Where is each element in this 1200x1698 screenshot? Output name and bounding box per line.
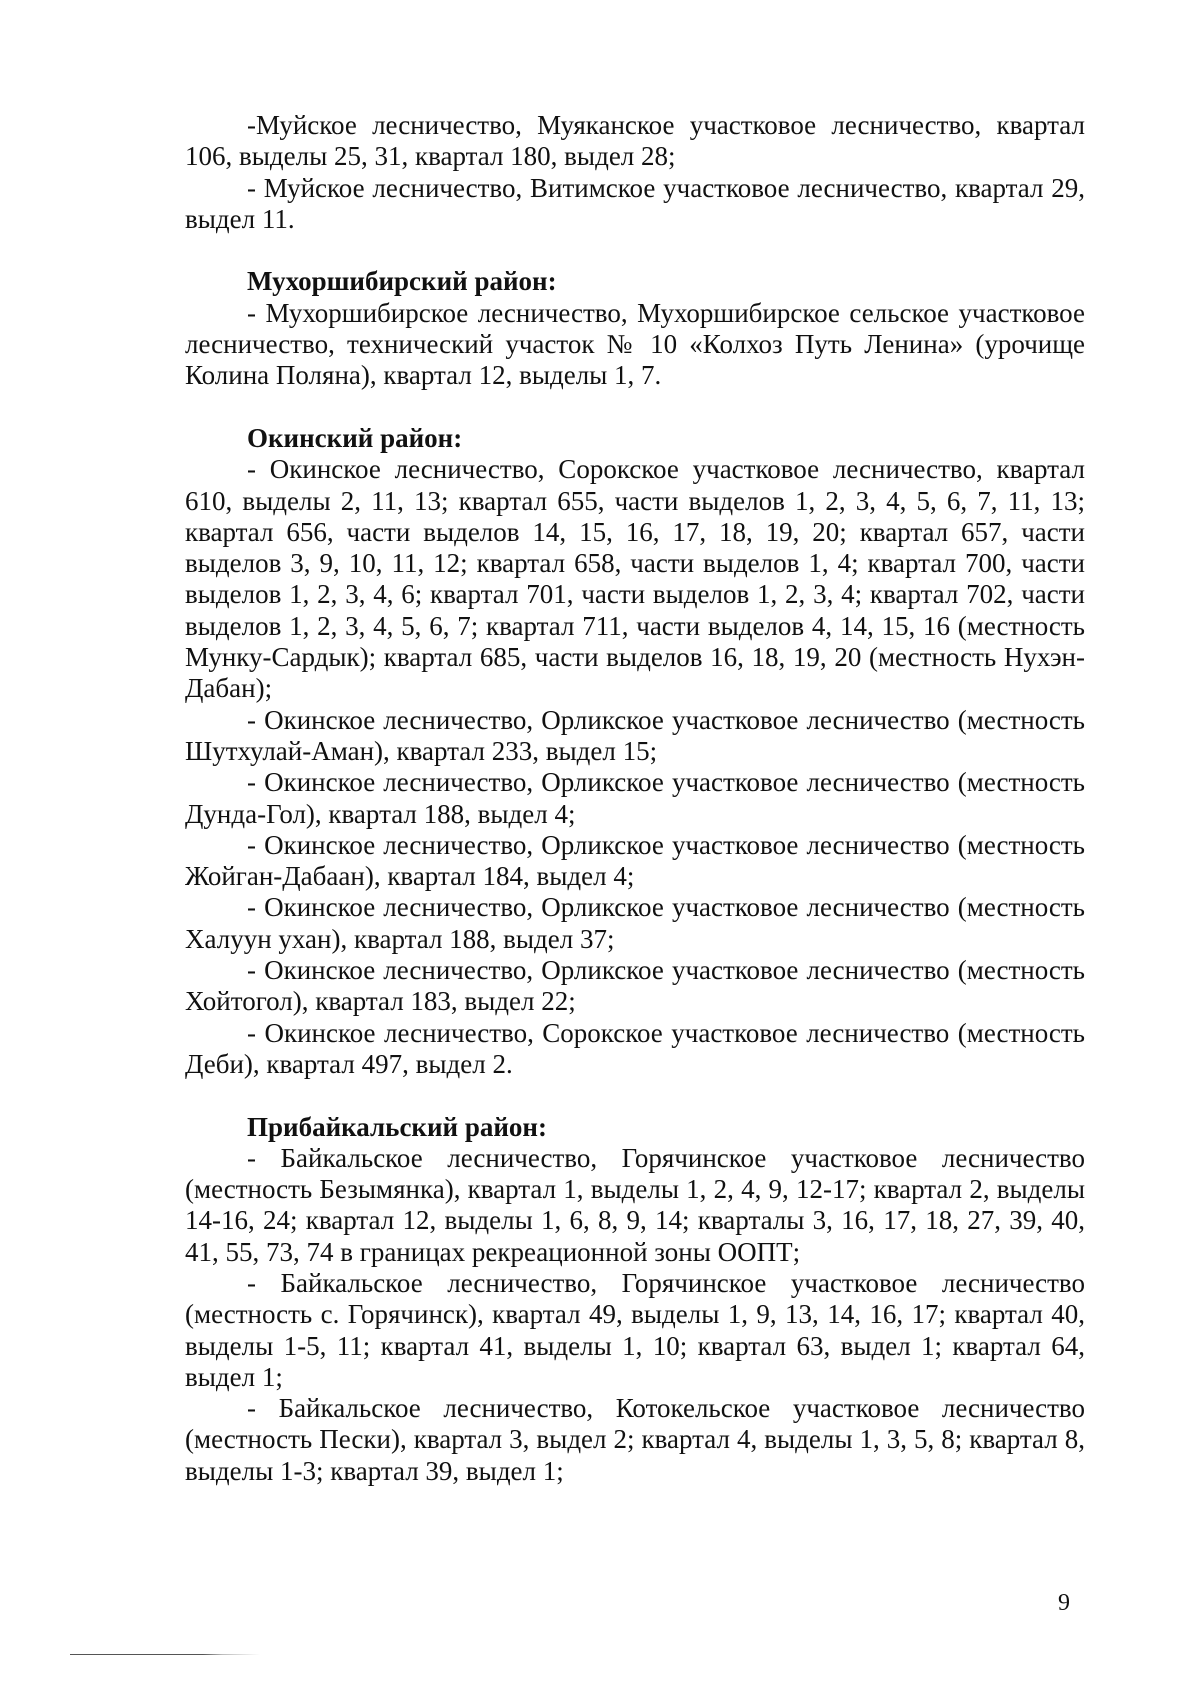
paragraph-oka-7: - Окинское лесничество, Сорокское участковое лесничество (местность Деби), квартал 497, выдел 2. xyxy=(185,1017,1085,1079)
document-page xyxy=(185,110,1085,1487)
paragraph-oka-1: - Окинское лесничество, Сорокское участковое лесничество, квартал 610, выделы 2, 11, 13; квартал 655, части выделов 1, 2, 3, 4, 5, 6, 7, 11, 13; квартал 656, части выделов 14, 15, 16, 17, 18, 19, 20; квартал 657, части выделов 3, 9, 10, 11, 12; квартал 658, части выделов 1, 4; квартал 700, части выделов 1, 2, 3, 4, 6; квартал 701, части выделов 1, 2, 3, 4; квартал 702, части выделов 1, 2, 3, 4, 5, 6, 7; квартал 711, части выделов 4, 14, 15, 16 (местность Мунку-Сардык); квартал 685, части выделов 16, 18, 19, 20 (местность Нухэн-Дабан); xyxy=(185,454,1085,704)
scan-footer-line xyxy=(70,1654,260,1655)
paragraph-oka-5: - Окинское лесничество, Орликское участковое лесничество (местность Халуун ухан), квартал 188, выдел 37; xyxy=(185,892,1085,954)
paragraph-mukhorshibir-1: - Мухоршибирское лесничество, Мухоршибирское сельское участковое лесничество, технический участок № 10 «Колхоз Путь Ленина» (урочище Колина Поляна), квартал 12, выделы 1, 7. xyxy=(185,297,1085,391)
paragraph-pribaikal-1: - Байкальское лесничество, Горячинское участковое лесничество (местность Безымянка), квартал 1, выделы 1, 2, 4, 9, 12-17; квартал 2, выделы 14-16, 24; квартал 12, выделы 1, 6, 8, 9, 14; кварталы 3, 16, 17, 18, 27, 39, 40, 41, 55, 73, 74 в границах рекреационной зоны ООПТ; xyxy=(185,1142,1085,1267)
section-gap xyxy=(185,235,1085,266)
section-heading-oka: Окинский район: xyxy=(247,422,463,453)
paragraph-oka-3: - Окинское лесничество, Орликское участковое лесничество (местность Дунда-Гол), квартал 188, выдел 4; xyxy=(185,767,1085,829)
paragraph-oka-2: - Окинское лесничество, Орликское участковое лесничество (местность Шутхулай-Аман), квартал 233, выдел 15; xyxy=(185,704,1085,766)
paragraph-pribaikal-3: - Байкальское лесничество, Котокельское участковое лесничество (местность Пески), квартал 3, выдел 2; квартал 4, выделы 1, 3, 5, 8; квартал 8, выделы 1-3; квартал 39, выдел 1; xyxy=(185,1393,1085,1486)
paragraph-muya-1: -Муйское лесничество, Муяканское участковое лесничество, квартал 106, выделы 25, 31, квартал 180, выдел 28; xyxy=(185,110,1085,172)
section-heading-mukhorshibir: Мухоршибирский район: xyxy=(247,266,557,297)
section-gap xyxy=(185,392,1085,423)
paragraph-pribaikal-2: - Байкальское лесничество, Горячинское участковое лесничество (местность с. Горячинск), квартал 49, выделы 1, 9, 13, 14, 16, 17; квартал 40, выделы 1-5, 11; квартал 41, выделы 1, 10; квартал 63, выдел 1; квартал 64, выдел 1; xyxy=(185,1267,1085,1392)
paragraph-oka-6: - Окинское лесничество, Орликское участковое лесничество (местность Хойтогол), квартал 183, выдел 22; xyxy=(185,955,1085,1017)
section-gap xyxy=(185,1080,1085,1111)
paragraph-muya-2: - Муйское лесничество, Витимское участковое лесничество, квартал 29, выдел 11. xyxy=(185,172,1085,234)
page-number: 9 xyxy=(1058,1590,1070,1616)
section-heading-pribaikal: Прибайкальский район: xyxy=(247,1111,547,1142)
paragraph-oka-4: - Окинское лесничество, Орликское участковое лесничество (местность Жойган-Дабаан), квартал 184, выдел 4; xyxy=(185,829,1085,892)
